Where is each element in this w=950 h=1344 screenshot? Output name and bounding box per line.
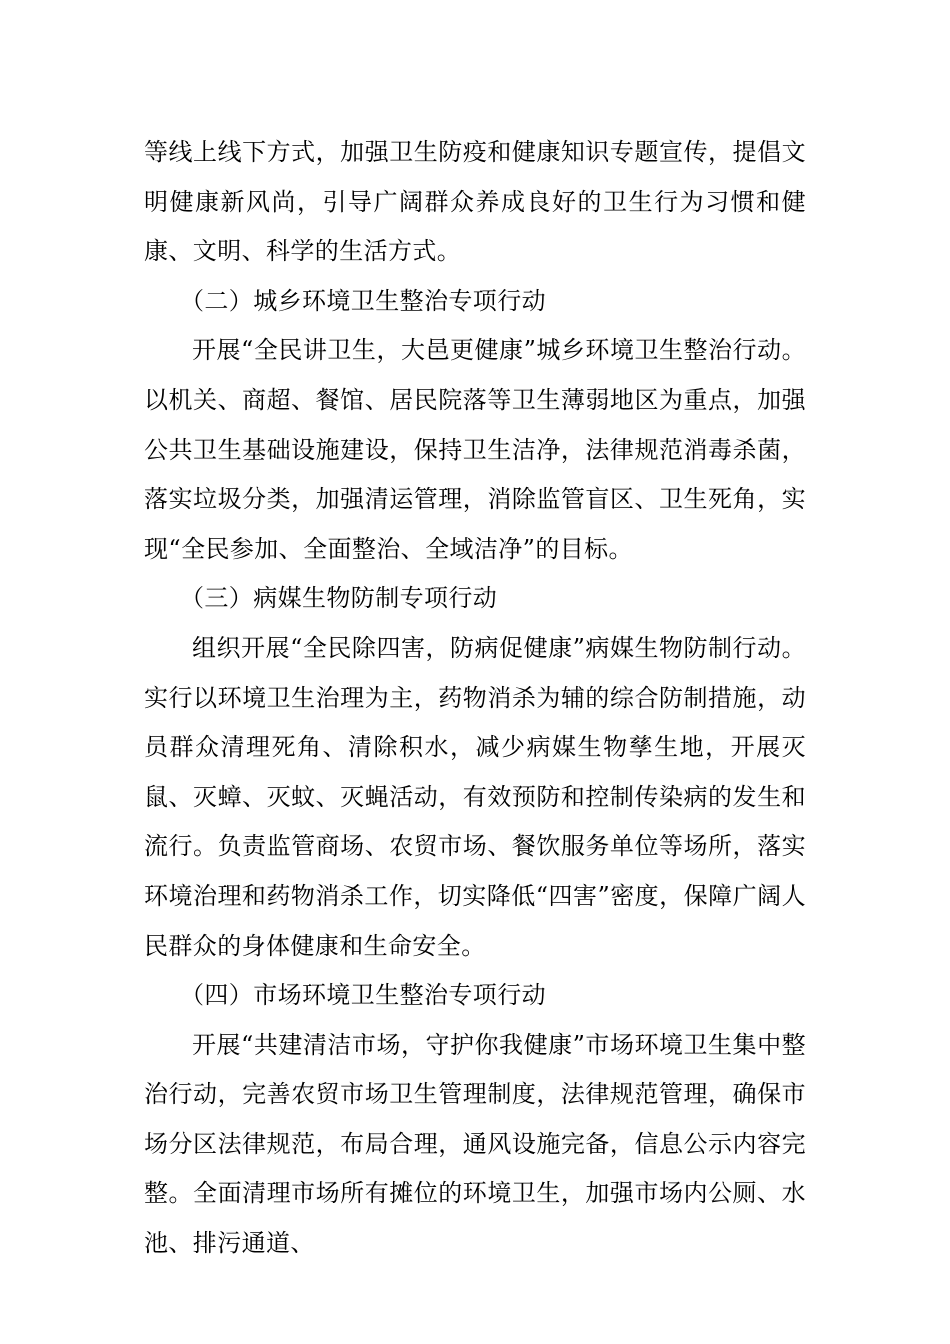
section-heading-4: （四）市场环境卫生整治专项行动 xyxy=(180,981,546,1010)
paragraph-section-2: 开展“全民讲卫生，大邑更健康”城乡环境卫生整治行动。以机关、商超、餐馆、居民院落等卫生薄弱地区为重点，加强公共卫生基础设施建设，保持卫生洁净，法律规范消毒杀菌，落实垃圾分类，加强清运管理，消除监管盲区、卫生死角，实现“全民参加、全面整治、全域洁净”的目标。 xyxy=(144,336,806,563)
paragraph-section-4: 开展“共建清洁市场，守护你我健康”市场环境卫生集中整治行动，完善农贸市场卫生管理制度，法律规范管理，确保市场分区法律规范，布局合理，通风设施完备，信息公示内容完整。全面清理市场所有摊位的环境卫生，加强市场内公厕、水池、排污通道、 xyxy=(144,1030,806,1258)
section-heading-2: （二）城乡环境卫生整治专项行动 xyxy=(180,286,546,315)
paragraph-section-3: 组织开展“全民除四害，防病促健康”病媒生物防制行动。实行以环境卫生治理为主，药物消杀为辅的综合防制措施，动员群众清理死角、清除积水，减少病媒生物孳生地，开展灭鼠、灭蟑、灭蚊、灭蝇活动，有效预防和控制传染病的发生和流行。负责监管商场、农贸市场、餐饮服务单位等场所，落实环境治理和药物消杀工作，切实降低“四害”密度，保障广阔人民群众的身体健康和生命安全。 xyxy=(144,633,806,960)
paragraph-intro-continued: 等线上线下方式，加强卫生防疫和健康知识专题宣传，提倡文明健康新风尚，引导广阔群众养成良好的卫生行为习惯和健康、文明、科学的生活方式。 xyxy=(144,138,806,266)
document-body xyxy=(144,128,806,1269)
section-heading-3: （三）病媒生物防制专项行动 xyxy=(180,584,498,613)
